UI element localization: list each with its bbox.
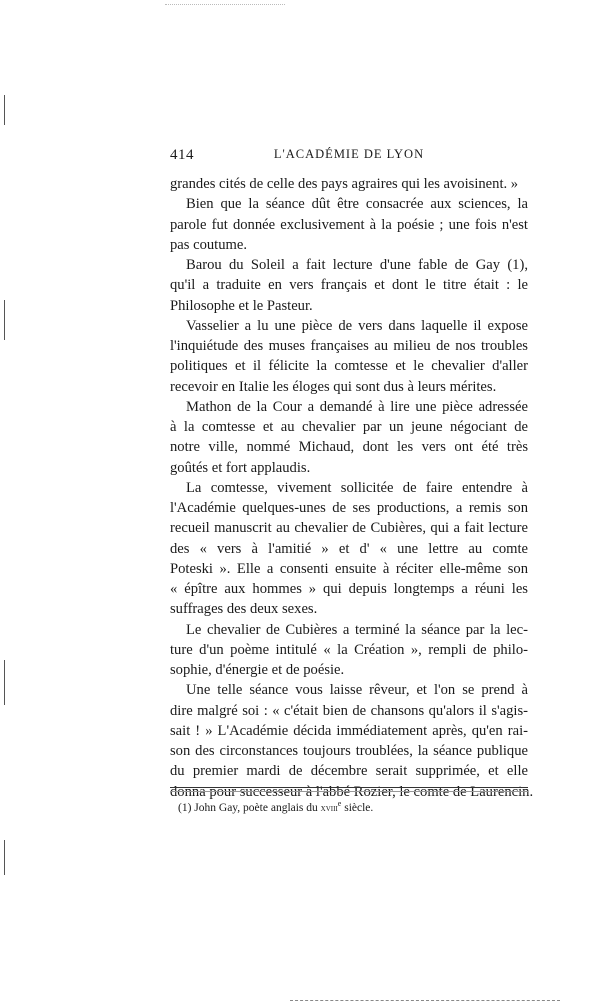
- scan-margin-mark: [4, 840, 5, 875]
- text-line: du premier mardi de décembre serait supprimée, et elle: [170, 763, 528, 780]
- footnote-century: xviii: [320, 802, 338, 814]
- text-line: Vasselier a lu une pièce de vers dans laquelle il expose: [186, 317, 528, 334]
- footnote: [178, 799, 373, 814]
- footnote-rule-secondary: [170, 791, 528, 792]
- scan-margin-mark: [4, 95, 5, 125]
- paragraph: [170, 194, 528, 255]
- scan-edge-mark: [165, 4, 285, 5]
- text-line: grandes cités de celle des pays agraires qui les avoisinent. »: [170, 176, 519, 192]
- paragraph: [170, 680, 534, 802]
- text-line: dire malgré soi : « c'était bien de chansons qu'alors il s'agis-: [170, 702, 528, 719]
- text-line: recueil manuscrit au chevalier de Cubières, qui a fait lecture: [170, 520, 528, 537]
- text-line: qu'il a traduite en vers français et dont le titre était : le: [170, 277, 528, 294]
- page-header: [170, 147, 528, 167]
- text-line: pas coutume.: [170, 236, 248, 253]
- text-line: l'inquiétude des muses françaises au milieu de nos troubles: [170, 338, 528, 354]
- body-text: [170, 174, 534, 802]
- text-line: Poteski ». Elle a consenti ensuite à réciter elle-même son: [170, 560, 528, 577]
- paragraph: [170, 620, 528, 681]
- text-line: à la comtesse et au chevalier par un jeune négociant de: [170, 419, 528, 435]
- text-line: recevoir en Italie les éloges qui sont dus à leurs mérites.: [170, 378, 497, 395]
- text-line: goûtés et fort applaudis.: [170, 459, 311, 476]
- scan-margin-mark: [4, 300, 5, 340]
- text-line: Philosophe et le Pasteur.: [170, 297, 313, 314]
- text-line: politiques et il félicite la comtesse et le chevalier d'aller: [170, 358, 528, 375]
- text-line: Bien que la séance dût être consacrée aux sciences, la: [186, 196, 528, 213]
- text-line: Une telle séance vous laisse rêveur, et l'on se prend à: [186, 682, 528, 699]
- text-line: suffrages des deux sexes.: [170, 601, 318, 618]
- scan-edge-mark: [290, 1000, 560, 1001]
- text-line: Mathon de la Cour a demandé à lire une pièce adressée: [186, 398, 528, 415]
- footnote-superscript: e: [337, 799, 342, 808]
- footnote-text-end: siècle.: [344, 801, 374, 814]
- text-line: ture d'un poème intitulé « la Création », rempli de philo-: [170, 641, 528, 658]
- scan-margin-mark: [4, 660, 5, 705]
- page-number: 414: [170, 147, 194, 163]
- paragraph: [170, 478, 528, 620]
- text-line: l'Académie quelques-unes de ses productions, a remis son: [170, 500, 528, 516]
- paragraph: [170, 174, 528, 194]
- text-line: donna pour successeur à l'abbé Rozier, le comte de Laurencin.: [170, 783, 534, 800]
- footnote-marker: (1): [178, 801, 192, 814]
- paragraph: [170, 397, 528, 478]
- text-line: « épître aux hommes » qui depuis longtemps a réuni les: [170, 581, 528, 597]
- running-title: L'ACADÉMIE DE LYON: [273, 147, 425, 161]
- text-line: Le chevalier de Cubières a terminé la séance par la lec-: [186, 621, 528, 638]
- text-line: parole fut donnée exclusivement à la poésie ; une fois n'est: [170, 216, 528, 233]
- paragraph: [170, 316, 528, 397]
- text-line: La comtesse, vivement sollicitée de faire entendre à: [186, 479, 528, 496]
- footnote-rule: [170, 787, 528, 788]
- text-line: son des circonstances toujours troublées, la séance publique: [170, 743, 528, 759]
- paragraph: [170, 255, 528, 316]
- text-line: Barou du Soleil a fait lecture d'une fable de Gay (1),: [186, 257, 528, 273]
- text-line: sophie, d'énergie et de poésie.: [170, 662, 345, 678]
- text-line: des « vers à l'amitié » et d' « une lettre au comte: [170, 540, 528, 557]
- text-line: sait ! » L'Académie décida immédiatement après, qu'en rai-: [170, 722, 528, 739]
- text-line: notre ville, nommé Michaud, dont les vers ont été très: [170, 439, 528, 456]
- footnote-text: John Gay, poète anglais du: [194, 801, 318, 814]
